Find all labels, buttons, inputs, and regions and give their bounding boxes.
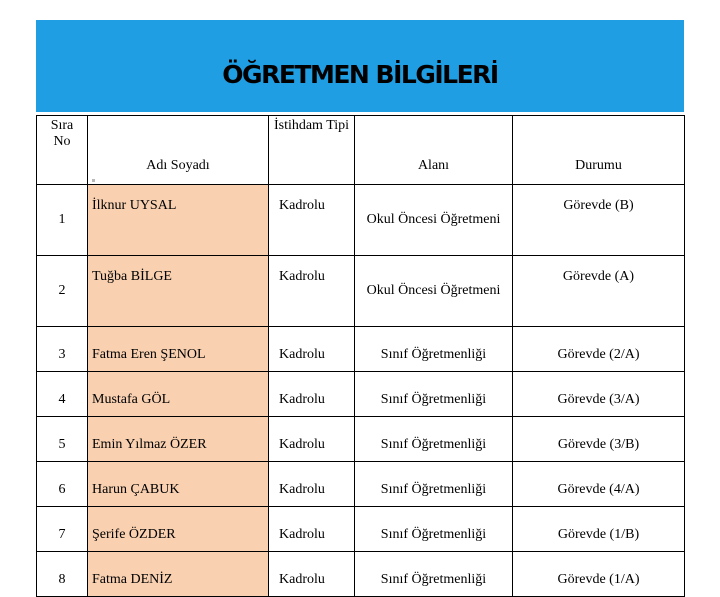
row-name: Şerife ÖZDER — [88, 507, 269, 552]
row-status: Görevde (4/A) — [513, 462, 685, 507]
row-name: Fatma DENİZ — [88, 552, 269, 597]
title-banner — [36, 20, 684, 112]
header-name — [88, 116, 269, 185]
row-no: 8 — [37, 552, 88, 597]
row-field: Sınıf Öğretmenliği — [355, 417, 513, 462]
table-row — [37, 462, 685, 507]
header-name-label: Adı Soyadı — [146, 158, 210, 173]
row-no: 6 — [37, 462, 88, 507]
row-status: Görevde (2/A) — [513, 327, 685, 372]
row-field: Sınıf Öğretmenliği — [355, 507, 513, 552]
page-title: ÖĞRETMEN BİLGİLERİ — [222, 60, 498, 89]
row-no: 7 — [37, 507, 88, 552]
row-type: Kadrolu — [269, 417, 355, 462]
row-name: Emin Yılmaz ÖZER — [88, 417, 269, 462]
row-type: Kadrolu — [269, 256, 355, 327]
table-row — [37, 417, 685, 462]
table-header-row — [37, 116, 685, 185]
row-field: Sınıf Öğretmenliği — [355, 372, 513, 417]
header-status: Durumu — [513, 116, 685, 185]
row-status: Görevde (B) — [513, 185, 685, 256]
row-type: Kadrolu — [269, 327, 355, 372]
table-row — [37, 327, 685, 372]
row-type: Kadrolu — [269, 372, 355, 417]
row-no: 4 — [37, 372, 88, 417]
row-type: Kadrolu — [269, 507, 355, 552]
row-field: Sınıf Öğretmenliği — [355, 327, 513, 372]
row-no: 5 — [37, 417, 88, 462]
row-type: Kadrolu — [269, 552, 355, 597]
row-status: Görevde (1/A) — [513, 552, 685, 597]
row-no: 2 — [37, 256, 88, 327]
row-name: Mustafa GÖL — [88, 372, 269, 417]
row-type: Kadrolu — [269, 462, 355, 507]
header-field: Alanı — [355, 116, 513, 185]
table-row — [37, 552, 685, 597]
row-name: İlknur UYSAL — [88, 185, 269, 256]
row-no: 1 — [37, 185, 88, 256]
header-type: İstihdam Tipi — [269, 116, 355, 185]
row-field: Okul Öncesi Öğretmeni — [355, 185, 513, 256]
row-field: Sınıf Öğretmenliği — [355, 462, 513, 507]
row-name: Fatma Eren ŞENOL — [88, 327, 269, 372]
row-type: Kadrolu — [269, 185, 355, 256]
table-row — [37, 256, 685, 327]
row-status: Görevde (3/B) — [513, 417, 685, 462]
row-name: Harun ÇABUK — [88, 462, 269, 507]
row-field: Okul Öncesi Öğretmeni — [355, 256, 513, 327]
table-row — [37, 185, 685, 256]
row-field: Sınıf Öğretmenliği — [355, 552, 513, 597]
placeholder-dot — [92, 179, 95, 182]
table-row — [37, 372, 685, 417]
row-name: Tuğba BİLGE — [88, 256, 269, 327]
table-row — [37, 507, 685, 552]
teacher-table — [36, 115, 685, 597]
row-no: 3 — [37, 327, 88, 372]
row-status: Görevde (A) — [513, 256, 685, 327]
header-no: Sıra No — [37, 116, 88, 185]
row-status: Görevde (3/A) — [513, 372, 685, 417]
row-status: Görevde (1/B) — [513, 507, 685, 552]
